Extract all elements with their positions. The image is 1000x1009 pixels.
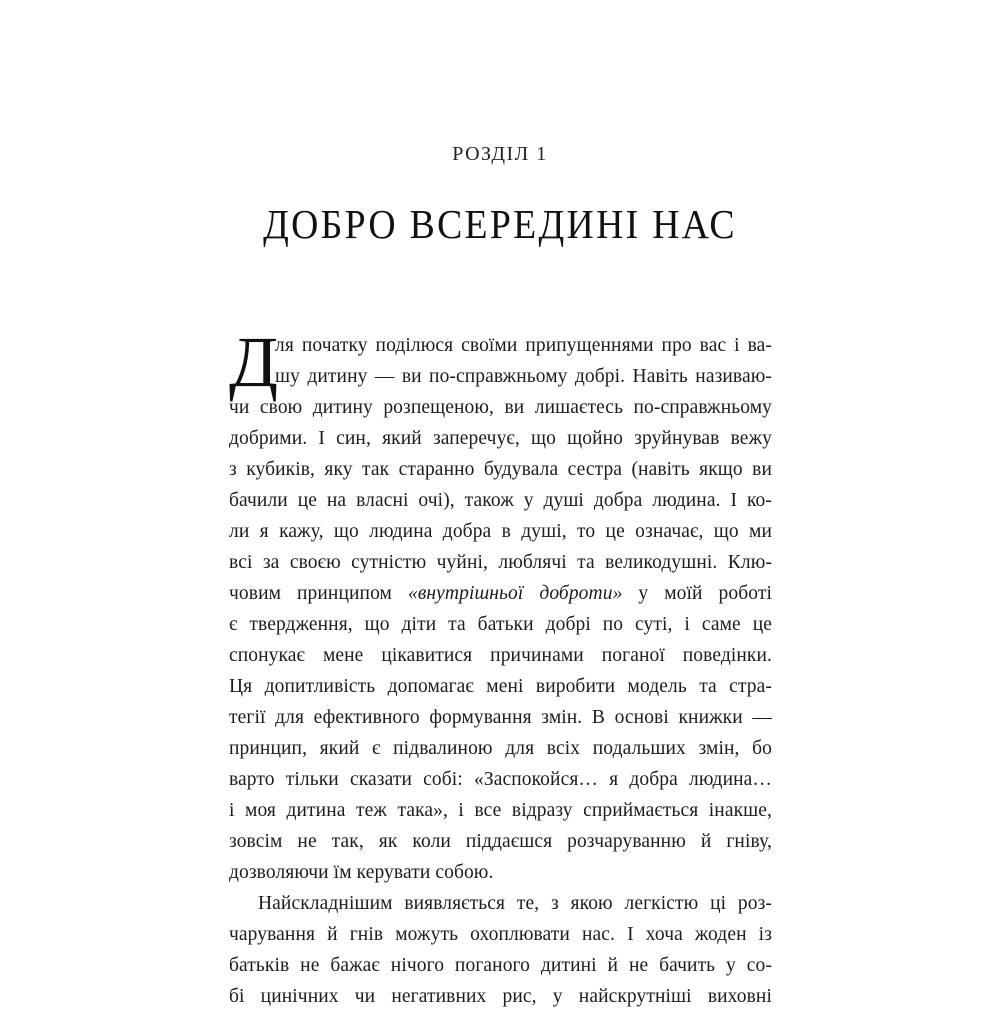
text-line: батьків не бажає нічого поганого дитині й не бачить у со-	[229, 955, 772, 976]
drop-cap: Д	[229, 322, 279, 402]
emphasis-term: «внутрішньої доброти»	[407, 583, 623, 604]
text-line: ля початку поділюся своїми припущеннями про вас і ва-	[275, 335, 772, 356]
text-line: Найскладнішим виявляється те, з якою легкістю ці роз-	[258, 893, 772, 914]
chapter-label: РОЗДІЛ 1	[452, 143, 548, 165]
text-line: тегії для ефективного формування змін. В основі книжки —	[229, 707, 772, 728]
text-line: і моя дитина теж така», і все відразу сприймається інакше,	[229, 800, 772, 821]
text-line: з кубиків, яку так старанно будувала сестра (навіть якщо ви	[229, 459, 772, 480]
chapter-title: ДОБРО ВСЕРЕДИНІ НАС	[263, 201, 737, 247]
text-line: ли я кажу, що людина добра в душі, то це означає, що ми	[229, 521, 772, 542]
text-line: бачили це на власні очі), також у душі добра людина. І ко-	[229, 490, 772, 511]
text-line: всі за своєю сутністю чуйні, люблячі та великодушні. Клю-	[229, 552, 772, 573]
text-line-with-emphasis: човим принципом «внутрішньої доброти» у моїй роботі	[229, 583, 772, 604]
text-line: принцип, який є підвалиною для всіх подальших змін, бо	[229, 738, 772, 759]
text-line: шу дитину — ви по-справжньому добрі. Навіть називаю-	[275, 366, 772, 387]
text-line: бі цинічних чи негативних рис, у найскрутніші виховні	[229, 986, 772, 1007]
text-line: чарування й гнів можуть охоплювати нас. І хоча жоден із	[229, 924, 772, 945]
text-line: зовсім не так, як коли піддаєшся розчаруванню й гніву,	[229, 831, 772, 852]
text-line: спонукає мене цікавитися причинами поганої поведінки.	[229, 645, 772, 666]
text-line: дозволяючи їм керувати собою.	[229, 862, 494, 883]
text-line: варто тільки сказати собі: «Заспокойся… я добра людина…	[229, 769, 772, 790]
text-line: є твердження, що діти та батьки добрі по суті, і саме це	[229, 614, 772, 635]
text-line: добрими. І син, який заперечує, що щойно зруйнував вежу	[229, 428, 772, 449]
text-line: Ця допитливість допомагає мені виробити модель та стра-	[229, 676, 772, 697]
text-line: чи свою дитину розпещеною, ви лишаєтесь по-справжньому	[229, 397, 772, 418]
